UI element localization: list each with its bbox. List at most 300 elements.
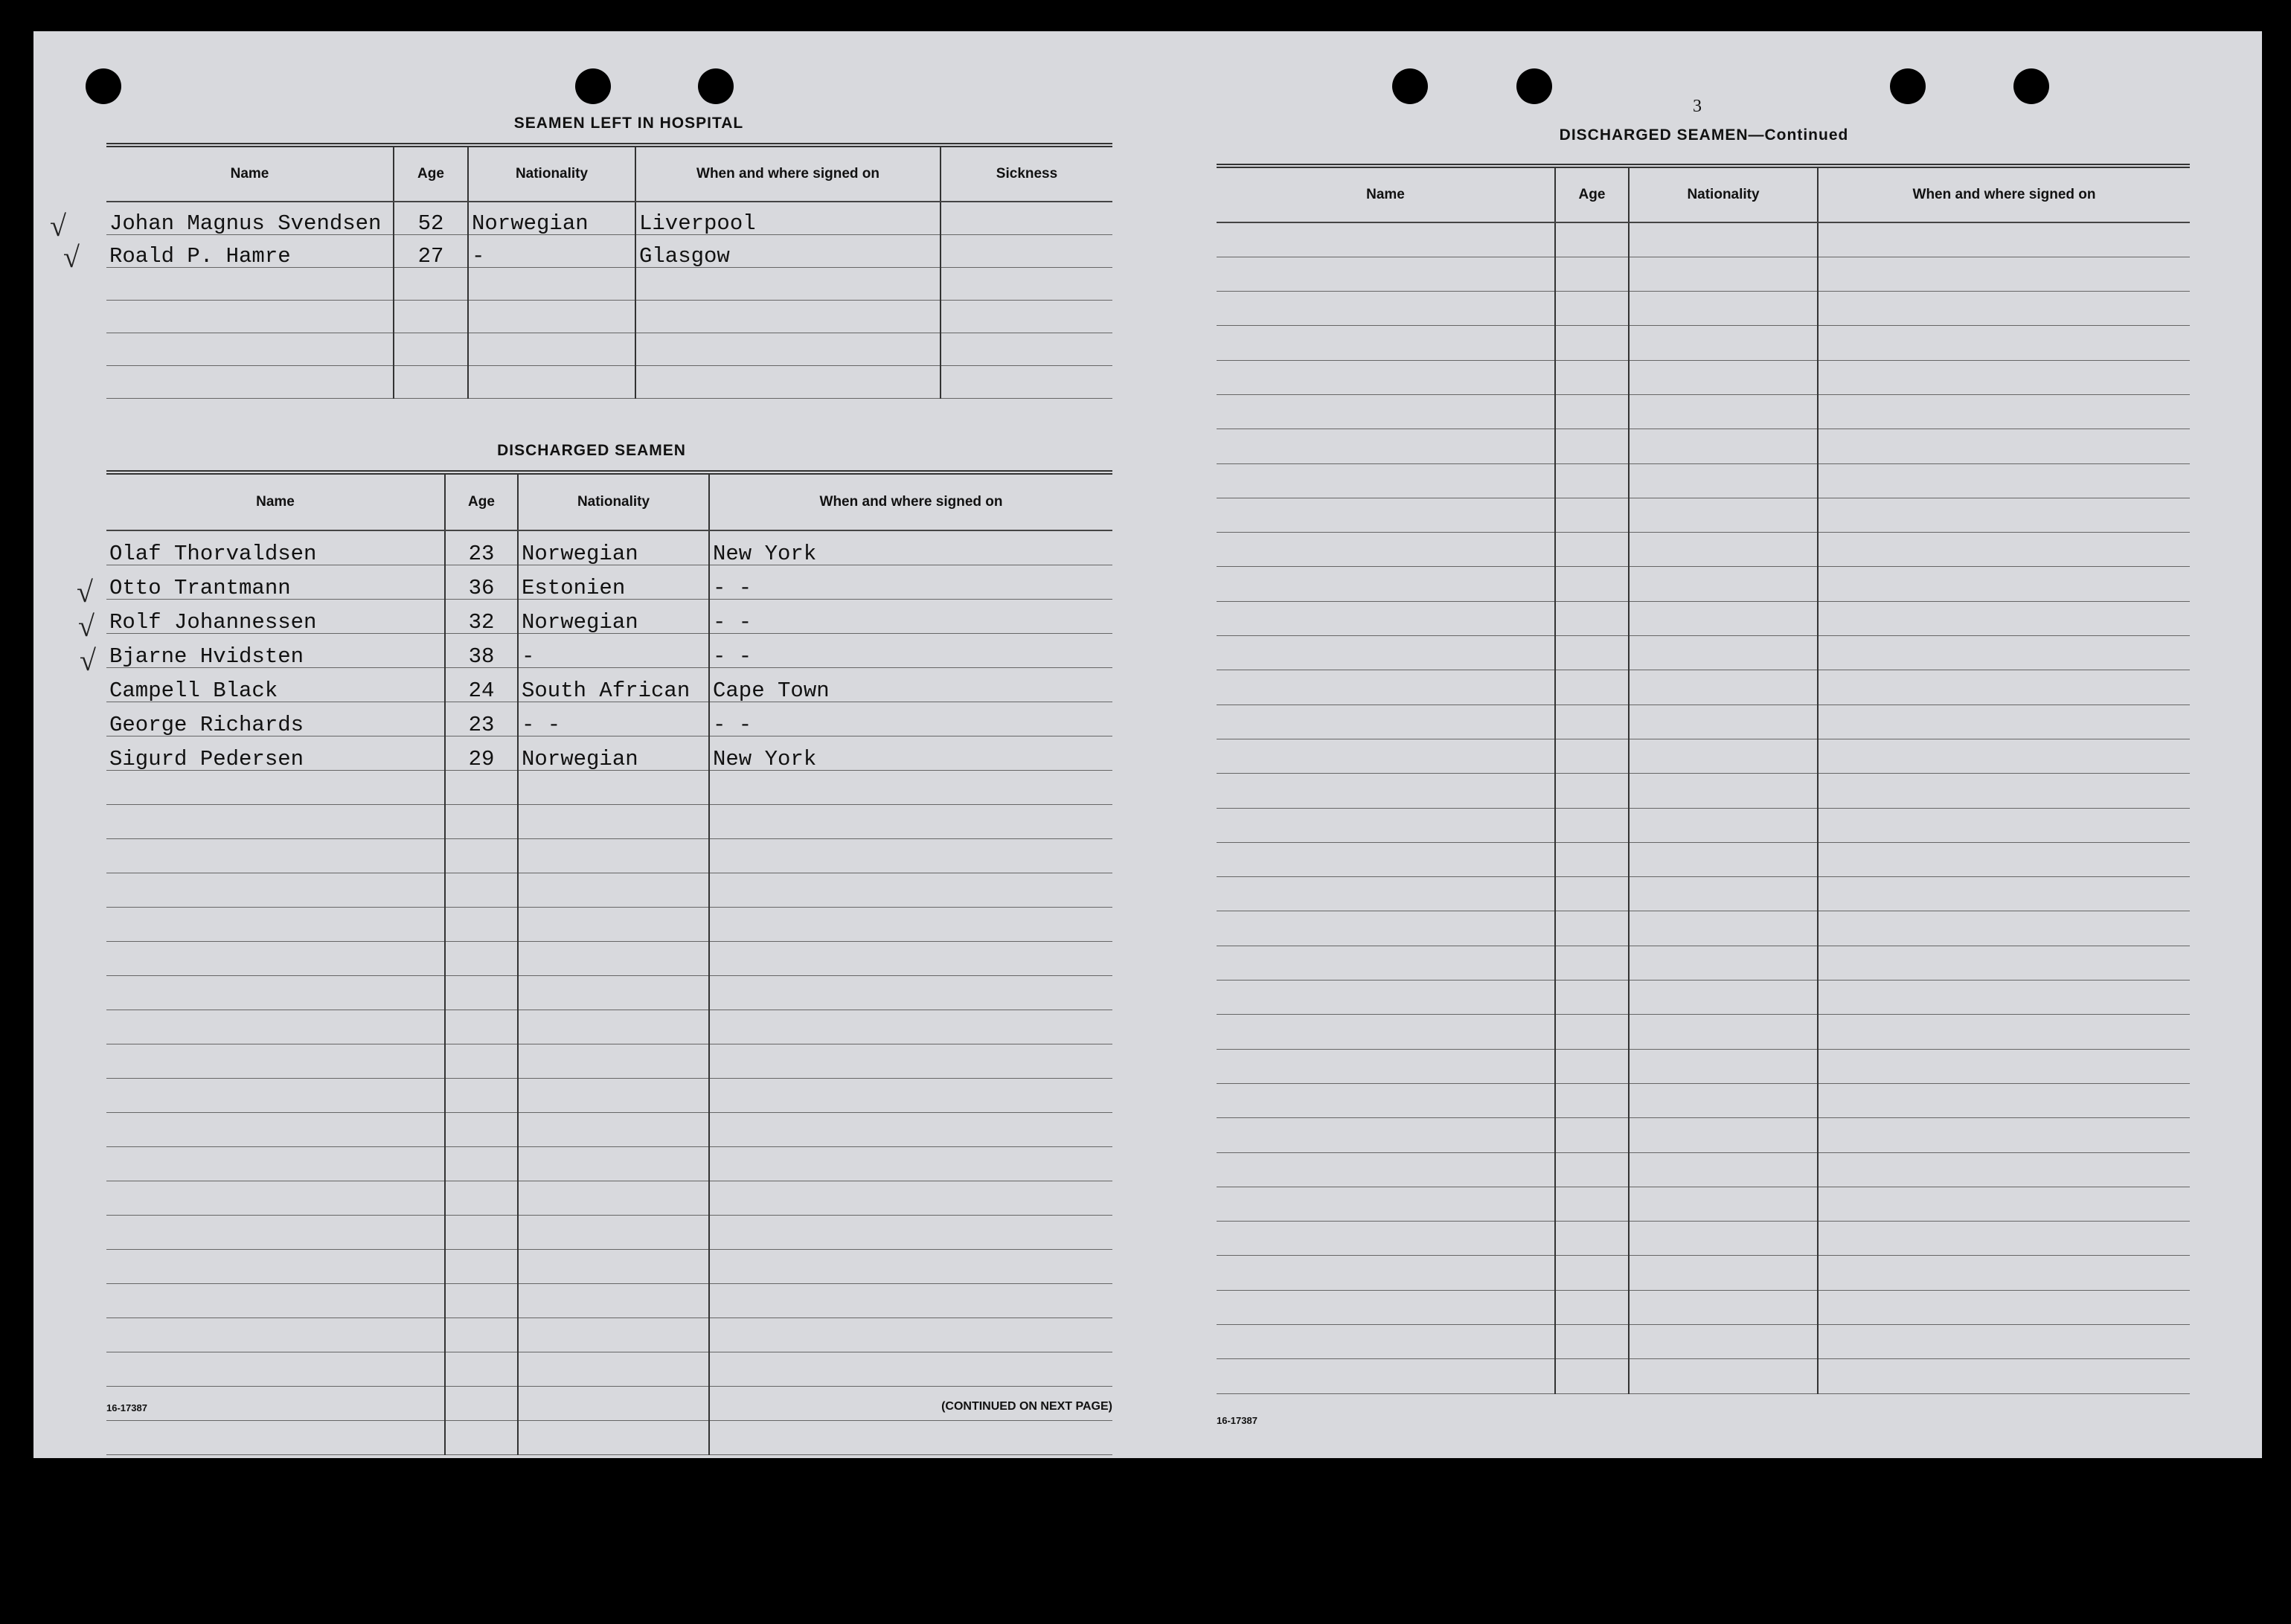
form-number: 16-17387 (106, 1402, 147, 1413)
empty-cell (1217, 739, 1555, 773)
empty-cell (709, 1352, 1112, 1386)
cell-age: 27 (394, 234, 468, 267)
form-number: 16-17387 (1217, 1415, 1257, 1426)
discharged-continued-title: DISCHARGED SEAMEN—Continued (1559, 126, 1849, 144)
empty-cell (1818, 842, 2190, 876)
empty-cell (1629, 601, 1818, 635)
empty-cell (1555, 292, 1629, 326)
cell-sickness (941, 202, 1112, 234)
cell-name: Otto Trantmann (106, 565, 445, 599)
empty-cell (445, 1112, 518, 1146)
empty-cell (1818, 981, 2190, 1015)
empty-cell (1629, 394, 1818, 429)
table-row (106, 1215, 1112, 1249)
empty-cell (1629, 705, 1818, 739)
empty-cell (1818, 1049, 2190, 1083)
empty-cell (1555, 567, 1629, 601)
empty-cell (106, 804, 445, 838)
empty-cell (518, 1283, 709, 1318)
empty-cell (1818, 739, 2190, 773)
empty-cell (1818, 808, 2190, 842)
empty-cell (709, 838, 1112, 873)
empty-cell (518, 1318, 709, 1352)
empty-cell (518, 1420, 709, 1454)
empty-cell (1629, 981, 1818, 1015)
table-row (1217, 601, 2190, 635)
table-row (106, 941, 1112, 975)
empty-cell (1555, 946, 1629, 980)
empty-cell (1555, 1325, 1629, 1359)
table-row (106, 530, 1112, 565)
page-number: 3 (1693, 97, 1702, 116)
table-row (1217, 670, 2190, 705)
empty-cell (709, 1010, 1112, 1044)
cell-nationality: Estonien (518, 565, 709, 599)
empty-cell (941, 267, 1112, 300)
empty-cell (106, 1249, 445, 1283)
checkmark-icon: √ (80, 643, 96, 677)
empty-cell (445, 1181, 518, 1215)
empty-cell (1629, 1118, 1818, 1152)
empty-cell (445, 1078, 518, 1112)
empty-cell (1217, 1325, 1555, 1359)
table-row (106, 1112, 1112, 1146)
empty-cell (518, 838, 709, 873)
empty-cell (106, 1352, 445, 1386)
empty-cell (1818, 636, 2190, 670)
empty-cell (1629, 360, 1818, 394)
empty-cell (1555, 463, 1629, 498)
table-row (106, 599, 1112, 633)
table-row (1217, 463, 2190, 498)
empty-cell (1217, 1256, 1555, 1290)
empty-cell (1818, 1359, 2190, 1393)
cell-nationality: - - (518, 702, 709, 736)
empty-cell (106, 907, 445, 941)
empty-cell (1555, 533, 1629, 567)
column-header-age: Age (445, 472, 518, 530)
empty-cell (1555, 1083, 1629, 1117)
empty-cell (445, 804, 518, 838)
empty-cell (445, 1352, 518, 1386)
empty-cell (1217, 533, 1555, 567)
cell-nationality: Norwegian (468, 202, 635, 234)
empty-cell (1217, 394, 1555, 429)
empty-cell (106, 1112, 445, 1146)
column-header-when: When and where signed on (709, 472, 1112, 530)
table-row (1217, 808, 2190, 842)
empty-cell (941, 300, 1112, 333)
empty-cell (106, 300, 394, 333)
empty-cell (445, 941, 518, 975)
empty-cell (445, 907, 518, 941)
discharged-section-title: DISCHARGED SEAMEN (497, 442, 686, 459)
cell-age: 23 (445, 702, 518, 736)
empty-cell (1217, 292, 1555, 326)
empty-cell (518, 1386, 709, 1420)
empty-cell (1217, 222, 1555, 257)
empty-cell (1818, 670, 2190, 705)
empty-cell (1818, 1152, 2190, 1187)
empty-cell (1555, 739, 1629, 773)
empty-cell (709, 1318, 1112, 1352)
cell-signed_on: - - (709, 599, 1112, 633)
empty-cell (106, 1078, 445, 1112)
table-row (1217, 498, 2190, 532)
empty-cell (1629, 257, 1818, 291)
empty-cell (1629, 1083, 1818, 1117)
table-row (106, 736, 1112, 770)
cell-name: Bjarne Hvidsten (106, 633, 445, 667)
table-row (106, 907, 1112, 941)
empty-cell (1818, 774, 2190, 808)
empty-cell (1555, 1049, 1629, 1083)
empty-cell (1629, 222, 1818, 257)
empty-cell (106, 838, 445, 873)
empty-cell (1555, 326, 1629, 360)
empty-cell (1818, 533, 2190, 567)
table-row (106, 1181, 1112, 1215)
empty-cell (709, 873, 1112, 907)
empty-cell (635, 300, 941, 333)
empty-cell (1217, 1015, 1555, 1049)
empty-cell (518, 1249, 709, 1283)
empty-cell (709, 1215, 1112, 1249)
empty-cell (1217, 808, 1555, 842)
empty-cell (1629, 808, 1818, 842)
continued-table (1217, 164, 2190, 1394)
empty-cell (1818, 1325, 2190, 1359)
table-row (106, 1420, 1112, 1454)
empty-cell (1217, 1359, 1555, 1393)
empty-cell (1818, 292, 2190, 326)
empty-cell (1217, 1118, 1555, 1152)
empty-cell (468, 333, 635, 365)
empty-cell (1818, 1015, 2190, 1049)
empty-cell (1818, 429, 2190, 463)
empty-cell (518, 941, 709, 975)
table-row (106, 1352, 1112, 1386)
table-row (106, 667, 1112, 702)
header-row (1217, 166, 2190, 222)
empty-cell (106, 1010, 445, 1044)
empty-cell (1818, 1187, 2190, 1221)
empty-cell (106, 1283, 445, 1318)
empty-cell (1818, 257, 2190, 291)
empty-cell (445, 1215, 518, 1249)
empty-cell (445, 770, 518, 804)
table-row (1217, 774, 2190, 808)
punch-hole (698, 68, 734, 104)
hospital-table (106, 143, 1112, 399)
empty-cell (1555, 1256, 1629, 1290)
empty-cell (1555, 360, 1629, 394)
table-row (1217, 1118, 2190, 1152)
empty-cell (709, 941, 1112, 975)
empty-cell (1629, 1152, 1818, 1187)
empty-cell (518, 770, 709, 804)
header-row (106, 472, 1112, 530)
cell-signed_on: - - (709, 565, 1112, 599)
cell-name: Sigurd Pedersen (106, 736, 445, 770)
checkmark-icon: √ (50, 209, 66, 243)
cell-signed_on: New York (709, 530, 1112, 565)
cell-age: 32 (445, 599, 518, 633)
empty-cell (635, 333, 941, 365)
empty-cell (1818, 1290, 2190, 1324)
table-row (1217, 911, 2190, 946)
empty-cell (1217, 326, 1555, 360)
empty-cell (106, 267, 394, 300)
empty-cell (709, 1420, 1112, 1454)
empty-cell (1217, 670, 1555, 705)
table-row (106, 873, 1112, 907)
table-row (106, 267, 1112, 300)
continued-note: (CONTINUED ON NEXT PAGE) (941, 1400, 1112, 1413)
empty-cell (1217, 1290, 1555, 1324)
empty-cell (1555, 808, 1629, 842)
cell-name: Olaf Thorvaldsen (106, 530, 445, 565)
empty-cell (709, 804, 1112, 838)
empty-cell (1555, 1152, 1629, 1187)
empty-cell (445, 975, 518, 1010)
empty-cell (394, 333, 468, 365)
table-row (106, 333, 1112, 365)
empty-cell (1629, 498, 1818, 532)
table-row (1217, 739, 2190, 773)
table-row (1217, 567, 2190, 601)
table-row (1217, 257, 2190, 291)
empty-cell (1555, 877, 1629, 911)
empty-cell (394, 365, 468, 398)
table-row (1217, 1325, 2190, 1359)
cell-name: Roald P. Hamre (106, 234, 394, 267)
column-header-nationality: Nationality (518, 472, 709, 530)
checkmark-icon: √ (78, 609, 94, 643)
empty-cell (106, 1146, 445, 1181)
empty-cell (1629, 1049, 1818, 1083)
column-header-when: When and where signed on (635, 145, 941, 202)
table-row (106, 1078, 1112, 1112)
empty-cell (1629, 774, 1818, 808)
empty-cell (941, 365, 1112, 398)
empty-cell (1217, 774, 1555, 808)
empty-cell (518, 1078, 709, 1112)
empty-cell (1555, 429, 1629, 463)
punch-hole (1516, 68, 1552, 104)
cell-nationality: Norwegian (518, 736, 709, 770)
empty-cell (1217, 842, 1555, 876)
empty-cell (709, 1181, 1112, 1215)
empty-cell (1818, 946, 2190, 980)
table-row (106, 300, 1112, 333)
empty-cell (1629, 911, 1818, 946)
empty-cell (1555, 601, 1629, 635)
empty-cell (106, 365, 394, 398)
empty-cell (518, 1215, 709, 1249)
empty-cell (1555, 257, 1629, 291)
cell-nationality: - (518, 633, 709, 667)
empty-cell (1818, 1118, 2190, 1152)
empty-cell (1217, 1222, 1555, 1256)
empty-cell (635, 267, 941, 300)
checkmark-icon: √ (63, 240, 80, 274)
empty-cell (1629, 1290, 1818, 1324)
empty-cell (1217, 601, 1555, 635)
table-row (106, 804, 1112, 838)
empty-cell (1818, 877, 2190, 911)
empty-cell (1629, 533, 1818, 567)
empty-cell (1818, 222, 2190, 257)
empty-cell (1555, 1015, 1629, 1049)
empty-cell (1818, 394, 2190, 429)
empty-cell (941, 333, 1112, 365)
empty-cell (394, 267, 468, 300)
column-header-age: Age (394, 145, 468, 202)
table-row (106, 1044, 1112, 1078)
empty-cell (1555, 670, 1629, 705)
cell-signed_on: - - (709, 702, 1112, 736)
punch-hole (2013, 68, 2049, 104)
empty-cell (1555, 1290, 1629, 1324)
empty-cell (709, 1044, 1112, 1078)
empty-cell (445, 1318, 518, 1352)
cell-name: George Richards (106, 702, 445, 736)
column-header-nationality: Nationality (1629, 166, 1818, 222)
empty-cell (1555, 1118, 1629, 1152)
cell-signed_on: Glasgow (635, 234, 941, 267)
empty-cell (1818, 463, 2190, 498)
cell-nationality: Norwegian (518, 530, 709, 565)
table-row (106, 633, 1112, 667)
empty-cell (1629, 636, 1818, 670)
empty-cell (1818, 498, 2190, 532)
empty-cell (1217, 636, 1555, 670)
column-header-name: Name (106, 472, 445, 530)
table-row (1217, 946, 2190, 980)
table-row (1217, 1359, 2190, 1393)
empty-cell (518, 975, 709, 1010)
discharged-table (106, 470, 1112, 1455)
column-header-nationality: Nationality (468, 145, 635, 202)
empty-cell (709, 770, 1112, 804)
empty-cell (106, 1215, 445, 1249)
table-row (1217, 1015, 2190, 1049)
table-row (1217, 394, 2190, 429)
cell-signed_on: - - (709, 633, 1112, 667)
empty-cell (518, 907, 709, 941)
empty-cell (1555, 636, 1629, 670)
table-row (1217, 360, 2190, 394)
empty-cell (106, 1318, 445, 1352)
empty-cell (1629, 292, 1818, 326)
empty-cell (1217, 946, 1555, 980)
empty-cell (518, 873, 709, 907)
empty-cell (445, 1010, 518, 1044)
empty-cell (1217, 257, 1555, 291)
empty-cell (1629, 739, 1818, 773)
table-row (1217, 842, 2190, 876)
empty-cell (106, 1420, 445, 1454)
table-row (1217, 1222, 2190, 1256)
empty-cell (518, 1352, 709, 1386)
empty-cell (1629, 1187, 1818, 1221)
table-row (1217, 1256, 2190, 1290)
empty-cell (1629, 842, 1818, 876)
empty-cell (106, 941, 445, 975)
table-row (1217, 1083, 2190, 1117)
empty-cell (1818, 1256, 2190, 1290)
empty-cell (1555, 498, 1629, 532)
cell-name: Rolf Johannessen (106, 599, 445, 633)
empty-cell (445, 1044, 518, 1078)
table-row (1217, 222, 2190, 257)
empty-cell (1555, 222, 1629, 257)
cell-nationality: - (468, 234, 635, 267)
hospital-section-title: SEAMEN LEFT IN HOSPITAL (513, 115, 744, 132)
empty-cell (1629, 1015, 1818, 1049)
empty-cell (1629, 1325, 1818, 1359)
empty-cell (1217, 877, 1555, 911)
empty-cell (468, 365, 635, 398)
empty-cell (709, 1078, 1112, 1112)
empty-cell (106, 1044, 445, 1078)
cell-age: 38 (445, 633, 518, 667)
table-row (1217, 292, 2190, 326)
table-row (106, 365, 1112, 398)
table-row (1217, 326, 2190, 360)
left-page (33, 31, 1183, 1458)
empty-cell (394, 300, 468, 333)
empty-cell (518, 1146, 709, 1181)
empty-cell (709, 1112, 1112, 1146)
empty-cell (1555, 1187, 1629, 1221)
empty-cell (445, 1283, 518, 1318)
cell-signed_on: Liverpool (635, 202, 941, 234)
table-row (1217, 533, 2190, 567)
empty-cell (1818, 1083, 2190, 1117)
empty-cell (1555, 911, 1629, 946)
column-header-name: Name (1217, 166, 1555, 222)
empty-cell (106, 1181, 445, 1215)
empty-cell (1629, 670, 1818, 705)
empty-cell (1555, 981, 1629, 1015)
empty-cell (1818, 360, 2190, 394)
column-header-age: Age (1555, 166, 1629, 222)
empty-cell (445, 1146, 518, 1181)
empty-cell (445, 1420, 518, 1454)
empty-cell (106, 873, 445, 907)
cell-nationality: Norwegian (518, 599, 709, 633)
empty-cell (1217, 1152, 1555, 1187)
empty-cell (709, 975, 1112, 1010)
empty-cell (445, 873, 518, 907)
cell-age: 23 (445, 530, 518, 565)
cell-name: Campell Black (106, 667, 445, 702)
empty-cell (1629, 1359, 1818, 1393)
empty-cell (709, 1249, 1112, 1283)
cell-age: 24 (445, 667, 518, 702)
column-header-when: When and where signed on (1818, 166, 2190, 222)
empty-cell (709, 907, 1112, 941)
empty-cell (1818, 567, 2190, 601)
empty-cell (1555, 1359, 1629, 1393)
punch-hole (1392, 68, 1428, 104)
cell-age: 29 (445, 736, 518, 770)
empty-cell (1555, 774, 1629, 808)
punch-hole (575, 68, 611, 104)
empty-cell (1629, 567, 1818, 601)
